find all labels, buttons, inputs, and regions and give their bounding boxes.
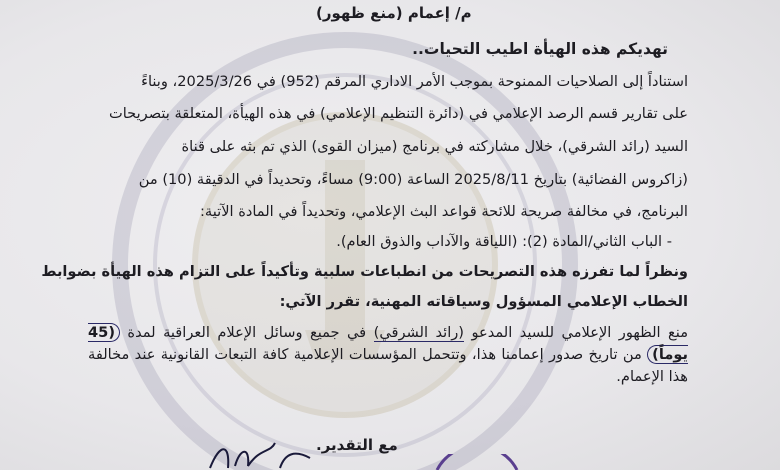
closing-remark: مع التقدير. bbox=[316, 436, 398, 454]
article-reference: - الباب الثاني/المادة (2): (اللياقة والآداب والذوق العام). bbox=[336, 233, 672, 250]
decision-text: من تاريخ صدور إعمامنا هذا، وتتحمل المؤسسات الإعلامية كافة التبعات القانونية عند مخالفة هذا الإعمام. bbox=[88, 346, 688, 385]
decision-text: في جميع وسائل الإعلام العراقية لمدة bbox=[119, 324, 374, 341]
document-subject: م/ إعمام (منع ظهور) bbox=[316, 4, 472, 22]
person-name: (رائد الشرقي) bbox=[373, 324, 464, 341]
body-line: الخطاب الإعلامي المسؤول وسياقاته المهنية، تقرر الآتي: bbox=[279, 293, 688, 310]
ban-duration: (45 يوماً) bbox=[88, 324, 688, 363]
body-line: استناداً إلى الصلاحيات الممنوحة بموجب الأمر الاداري المرقم (952) في 2025/3/26، وبناءً bbox=[141, 73, 688, 90]
decision-text: منع الظهور الإعلامي للسيد المدعو bbox=[464, 324, 689, 341]
body-line: ونظراً لما تفرزه هذه التصريحات من انطباعات سلبية وتأكيداً على التزام هذه الهيأة بضوابط bbox=[41, 263, 688, 280]
official-stamp bbox=[432, 454, 522, 470]
body-line: السيد (رائد الشرقي)، خلال مشاركته في برنامج (ميزان القوى) الذي تم بثه على قناة bbox=[181, 138, 688, 155]
body-line: (زاكروس الفضائية) بتاريخ 2025/8/11 الساعة (9:00) مساءً، وتحديداً في الدقيقة (10) من bbox=[138, 171, 688, 188]
greeting: تهديكم هذه الهيأة اطيب التحيات.. bbox=[412, 40, 668, 58]
decision-paragraph bbox=[88, 322, 688, 388]
body-line: البرنامج، في مخالفة صريحة للائحة قواعد البث الإعلامي، وتحديداً في المادة الآتية: bbox=[199, 203, 688, 220]
body-line: على تقارير قسم الرصد الإعلامي في (دائرة التنظيم الإعلامي) في هذه الهيأة، المتعلقة بتصريحات bbox=[109, 105, 688, 122]
signature bbox=[200, 438, 320, 470]
